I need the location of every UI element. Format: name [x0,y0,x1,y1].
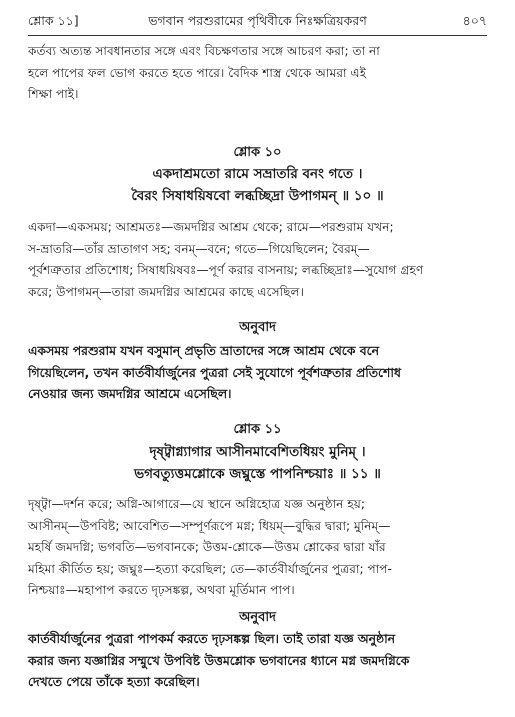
translation-heading: অনুবাদ [239,320,276,335]
sloka-10-synonyms [28,217,487,303]
page-number: ৪০৭ [462,13,487,28]
synonym-line: করে; উপাগমন্—তারা জমদগ্নির আশ্রমের কাছে এসেছিল। [28,284,304,299]
sloka-11-heading-block [28,420,487,440]
header-chapter-ref: শ্লোক ১১] [28,13,79,28]
sloka-10-verse [28,163,487,207]
translation-line: দেখতে পেয়ে তাঁকে হত্যা করেছিল। [28,674,200,689]
sloka-10-translation [28,340,487,405]
verse-line: দৃষ্ট্বাগ্ন্যাগার আসীনমাবেশিতধিয়ং মুনিম্ । [149,444,366,460]
synonym-line: স-ভ্রাতরি—তাঁর ভ্রাতাগণ সহ; বনম্—বনে; গতে—গিয়েছিলেন; বৈরম্— [28,241,370,256]
sloka-10-heading-block [28,143,487,163]
sloka-heading: শ্লোক ১১ [233,422,282,437]
synonym-line: মহিমা কীর্তিত হয়; জঘ্নুঃ—হত্যা করেছিল; তে—কার্তবীর্যার্জুনের পুত্ররা; পাপ- [28,561,392,576]
text-line: হলে পাপের ফল ভোগ করতে হতে পারে। বৈদিক শাস্ত্র থেকে আমরা এই [28,65,367,80]
synonym-line: একদা—একসময়; আশ্রমতঃ—জমদগ্নির আশ্রম থেকে; রামে—পরশুরাম যখন; [28,220,394,234]
sloka-11-synonyms [28,494,487,602]
sloka-11-translation [28,628,487,693]
verse-line: বৈরং সিষাধয়িষবো লব্ধচ্ছিদ্রা উপাগমন্ ॥ ১০ ॥ [131,188,384,204]
synonym-line: আসীনম্—উপবিষ্ট; আবেশিত—সম্পূর্ণরূপে মগ্ন; ধিয়ম্—বুদ্ধির দ্বারা; মুনিম্— [28,518,391,533]
translation-line: কার্তবীর্যার্জুনের পুত্ররা পাপকর্ম করতে দৃঢ়সঙ্কল্প ছিল। তাই তারা যজ্ঞ অনুষ্ঠান [28,631,396,646]
translation-line: একসময় পরশুরাম যখন বসুমান্ প্রভৃতি ভ্রাতাদের সঙ্গে আশ্রম থেকে বনে [28,343,379,358]
header-divider [28,35,487,36]
text-line: কর্তব্য অত্যন্ত সাবধানতার সঙ্গে এবং বিচক্ষণতার সঙ্গে আচরণ করা; তা না [28,44,380,58]
sloka-11-verse [28,441,487,485]
synonym-line: দৃষ্ট্বা—দর্শন করে; অগ্নি-আগারে—যে স্থানে অগ্নিহোত্র যজ্ঞ অনুষ্ঠান হয়; [28,497,366,511]
text-line: শিক্ষা পাই। [28,87,79,101]
running-header [28,14,487,32]
translation-line: নেওয়ার জন্য জমদগ্নির আশ্রমে এসেছিল। [28,386,232,401]
synonym-line: পূর্বশত্রুতার প্রতিশোধ; সিষাধয়িষবঃ—পূর্ণ করার বাসনায়; লব্ধচ্ছিদ্রাঃ—সুযোগ গ্রহণ [28,263,424,277]
verse-line: ভগবত্যুত্তমশ্লোকে জঘ্নুস্তে পাপনিশ্চয়াঃ ॥ ১১ ॥ [134,466,381,482]
synonym-line: মহর্ষি জমদগ্নি; ভগবতি—ভগবানকে; উত্তম-শ্লোকে—উত্তম শ্লোকের দ্বারা যাঁর [28,540,386,554]
synonym-line: নিশ্চয়াঃ—মহাপাপ করতে দৃঢ়সঙ্কল্প, অথবা মূর্তিমান পাপ। [28,583,295,597]
sloka-heading: শ্লোক ১০ [233,145,282,160]
translation-line: করার জন্য যজ্ঞাগ্নির সম্মুখে উপবিষ্ট উত্তমশ্লোক ভগবানের ধ্যানে মগ্ন জমদগ্নিকে [28,652,410,668]
sloka-10-translation-heading-block [28,318,487,338]
translation-heading: অনুবাদ [239,610,276,625]
header-title: ভগবান পরশুরামের পৃথিবীকে নিঃক্ষত্রিয়করণ [148,13,367,28]
translation-line: গিয়েছিলেন, তখন কার্তবীর্যার্জুনের পুত্ররা সেই সুযোগে পূর্বশত্রুতার প্রতিশোধ [28,364,401,380]
intro-paragraph [28,41,487,106]
verse-line: একদাশ্রমতো রামে সভ্রাতরি বনং গতে । [152,166,363,182]
sloka-11-translation-heading-block [28,608,487,628]
